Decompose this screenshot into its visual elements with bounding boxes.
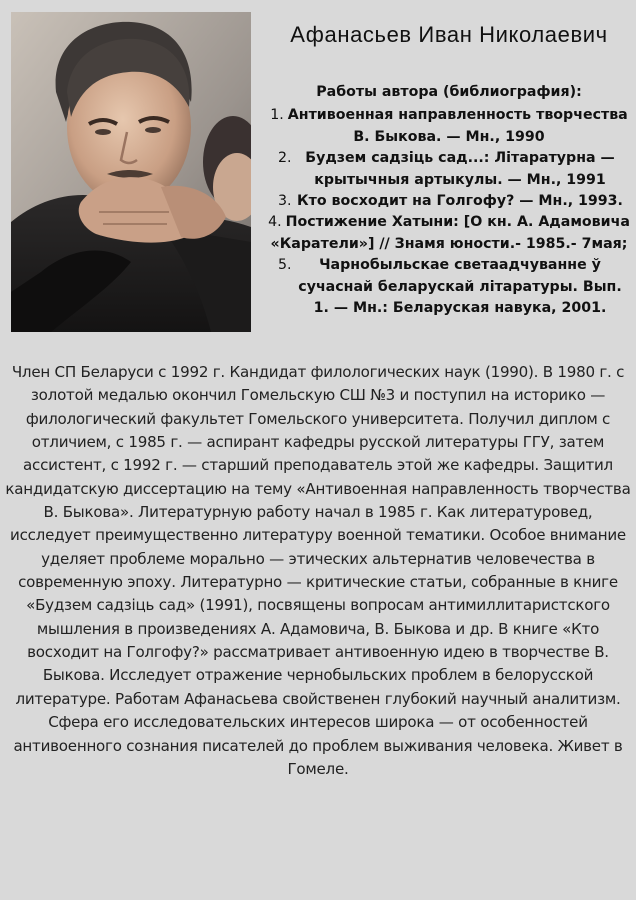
bibliography-item [262, 148, 636, 191]
bibliography-item-text: Кто восходит на Голгофу? — Мн., 1993. [297, 193, 623, 210]
author-name: Афанасьев Иван Николаевич [290, 22, 608, 47]
bibliography-item [262, 191, 636, 212]
bibliography-item-text: Постижение Хатыни: [О кн. А. Адамовича «Каратели»] // Знамя юности.- 1985.- 7мая; [270, 214, 630, 252]
bibliography-item-number: 3. [278, 193, 292, 210]
bibliography-item-text: Будзем садзіць сад...: Літаратурна — крытычныя артыкулы. — Мн., 1991 [305, 150, 615, 188]
bibliography-list [262, 105, 636, 319]
bibliography-item-text: Чарнобыльскае светаадчуванне ў сучаснай беларускай літаратуры. Вып. 1. — Мн.: Беларуская навука, 2001. [298, 257, 622, 317]
bibliography-item-number: 5. [278, 257, 292, 274]
bibliography-item-number: 4. [268, 214, 282, 231]
biography-text: Член СП Беларуси с 1992 г. Кандидат филологических наук (1990). В 1980 г. с золотой медалью окончил Гомельскую СШ №3 и поступил на историко — филологический факультет Гомельского университета. Получил диплом с отличием, с 1985 г. — аспирант кафедры русской литературы ГГУ, затем ассистент, с 1992 г. — старший преподаватель этой же кафедры. Защитил кандидатскую диссертацию на тему «Антивоенная направленность творчества В. Быкова». Литературную работу начал в 1985 г. Как литературовед, исследует преимущественно литературу военной тематики. Особое внимание уделяет проблеме морально — этических альтернатив человечества в современную эпоху. Литературно — критические статьи, собранные в книге «Будзем садзіць сад» (1991), посвящены вопросам антимиллитаристского мышления в произведениях А. Адамовича, В. Быкова и др. В книге «Кто восходит на Голгофу?» рассматривает антивоенную идею в творчестве В. Быкова. Исследует отражение чернобыльских проблем в белорусской литературе. Работам Афанасьева свойственен глубокий научный аналитизм. Сфера его исследовательских интересов широка — от особенностей антивоенного сознания писателей до проблем выживания человека. Живет в Гомеле. [5, 363, 631, 778]
bibliography-section [262, 82, 636, 319]
bibliography-item [262, 105, 636, 148]
bibliography-item-number: 2. [278, 150, 292, 167]
portrait-image [11, 12, 251, 332]
bibliography-item [262, 255, 636, 319]
bibliography-item [262, 212, 636, 255]
author-portrait [11, 12, 251, 332]
bibliography-item-number: 1. [270, 107, 284, 124]
bibliography-item-text: Антивоенная направленность творчества В. Быкова. — Мн., 1990 [287, 107, 628, 145]
bibliography-title: Работы автора (библиография): [316, 84, 582, 100]
